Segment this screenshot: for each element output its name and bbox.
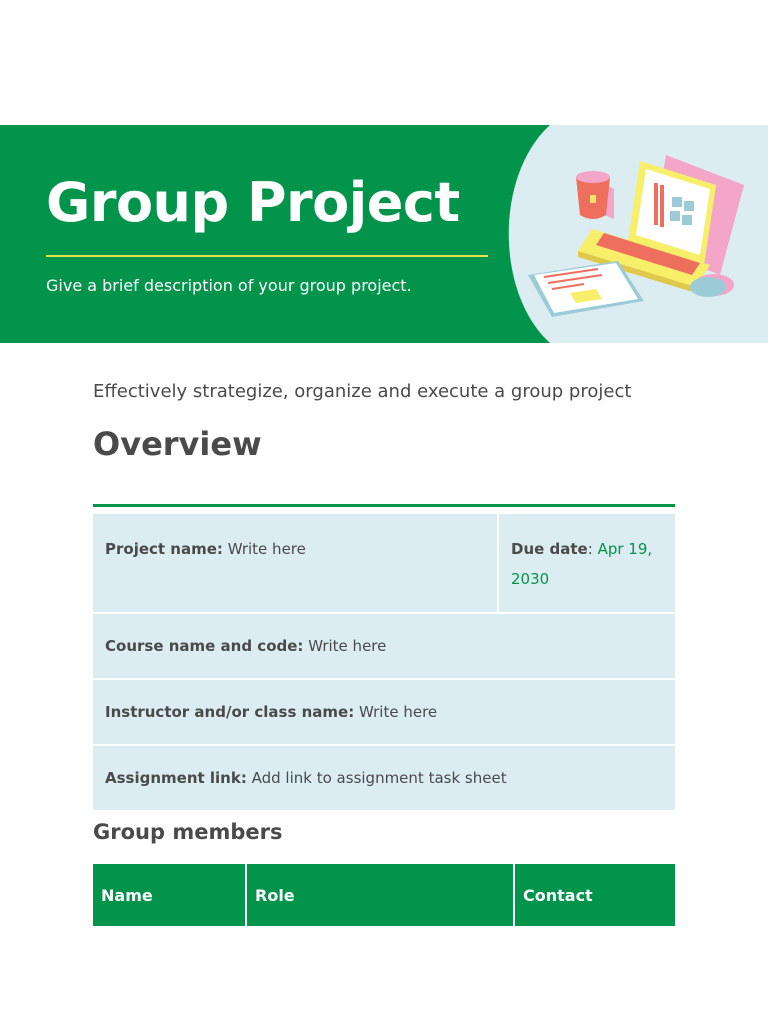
instructor-label: Instructor and/or class name:: [105, 703, 355, 721]
tagline: Effectively strategize, organize and execute a group project: [93, 381, 632, 402]
assignment-cell[interactable]: [93, 746, 675, 810]
overview-table: [93, 514, 675, 812]
page-title: Group Project: [46, 171, 460, 234]
due-date-cell[interactable]: [499, 514, 675, 612]
table-row: [93, 680, 675, 744]
table-row: [93, 514, 675, 612]
due-date-label: Due date: [511, 540, 588, 558]
overview-heading: Overview: [93, 425, 262, 463]
overview-divider: [93, 504, 675, 507]
assignment-link[interactable]: Add link to assignment task sheet: [251, 769, 507, 787]
table-row: [93, 746, 675, 810]
header-banner: [0, 125, 768, 343]
course-cell[interactable]: [93, 614, 675, 678]
page-subtitle: Give a brief description of your group project.: [46, 276, 412, 295]
table-row: [93, 614, 675, 678]
instructor-value: Write here: [358, 703, 438, 721]
due-date-value-line2: 2030: [511, 570, 550, 588]
due-date-separator: :: [587, 540, 593, 558]
assignment-label: Assignment link:: [105, 769, 247, 787]
group-members-table: [93, 864, 675, 926]
group-members-heading: Group members: [93, 820, 283, 844]
mug-icon: [576, 171, 614, 219]
due-date-value-line1: Apr 19,: [597, 540, 653, 558]
laptop-illustration: [508, 125, 768, 343]
column-header-role: Role: [247, 864, 513, 926]
title-divider: [46, 255, 488, 257]
column-header-name: Name: [93, 864, 245, 926]
instructor-cell[interactable]: [93, 680, 675, 744]
course-value: Write here: [308, 637, 387, 655]
project-name-value: Write here: [227, 540, 306, 558]
project-name-label: Project name:: [105, 540, 223, 558]
project-name-cell[interactable]: [93, 514, 497, 612]
course-label: Course name and code:: [105, 637, 304, 655]
column-header-contact: Contact: [515, 864, 675, 926]
